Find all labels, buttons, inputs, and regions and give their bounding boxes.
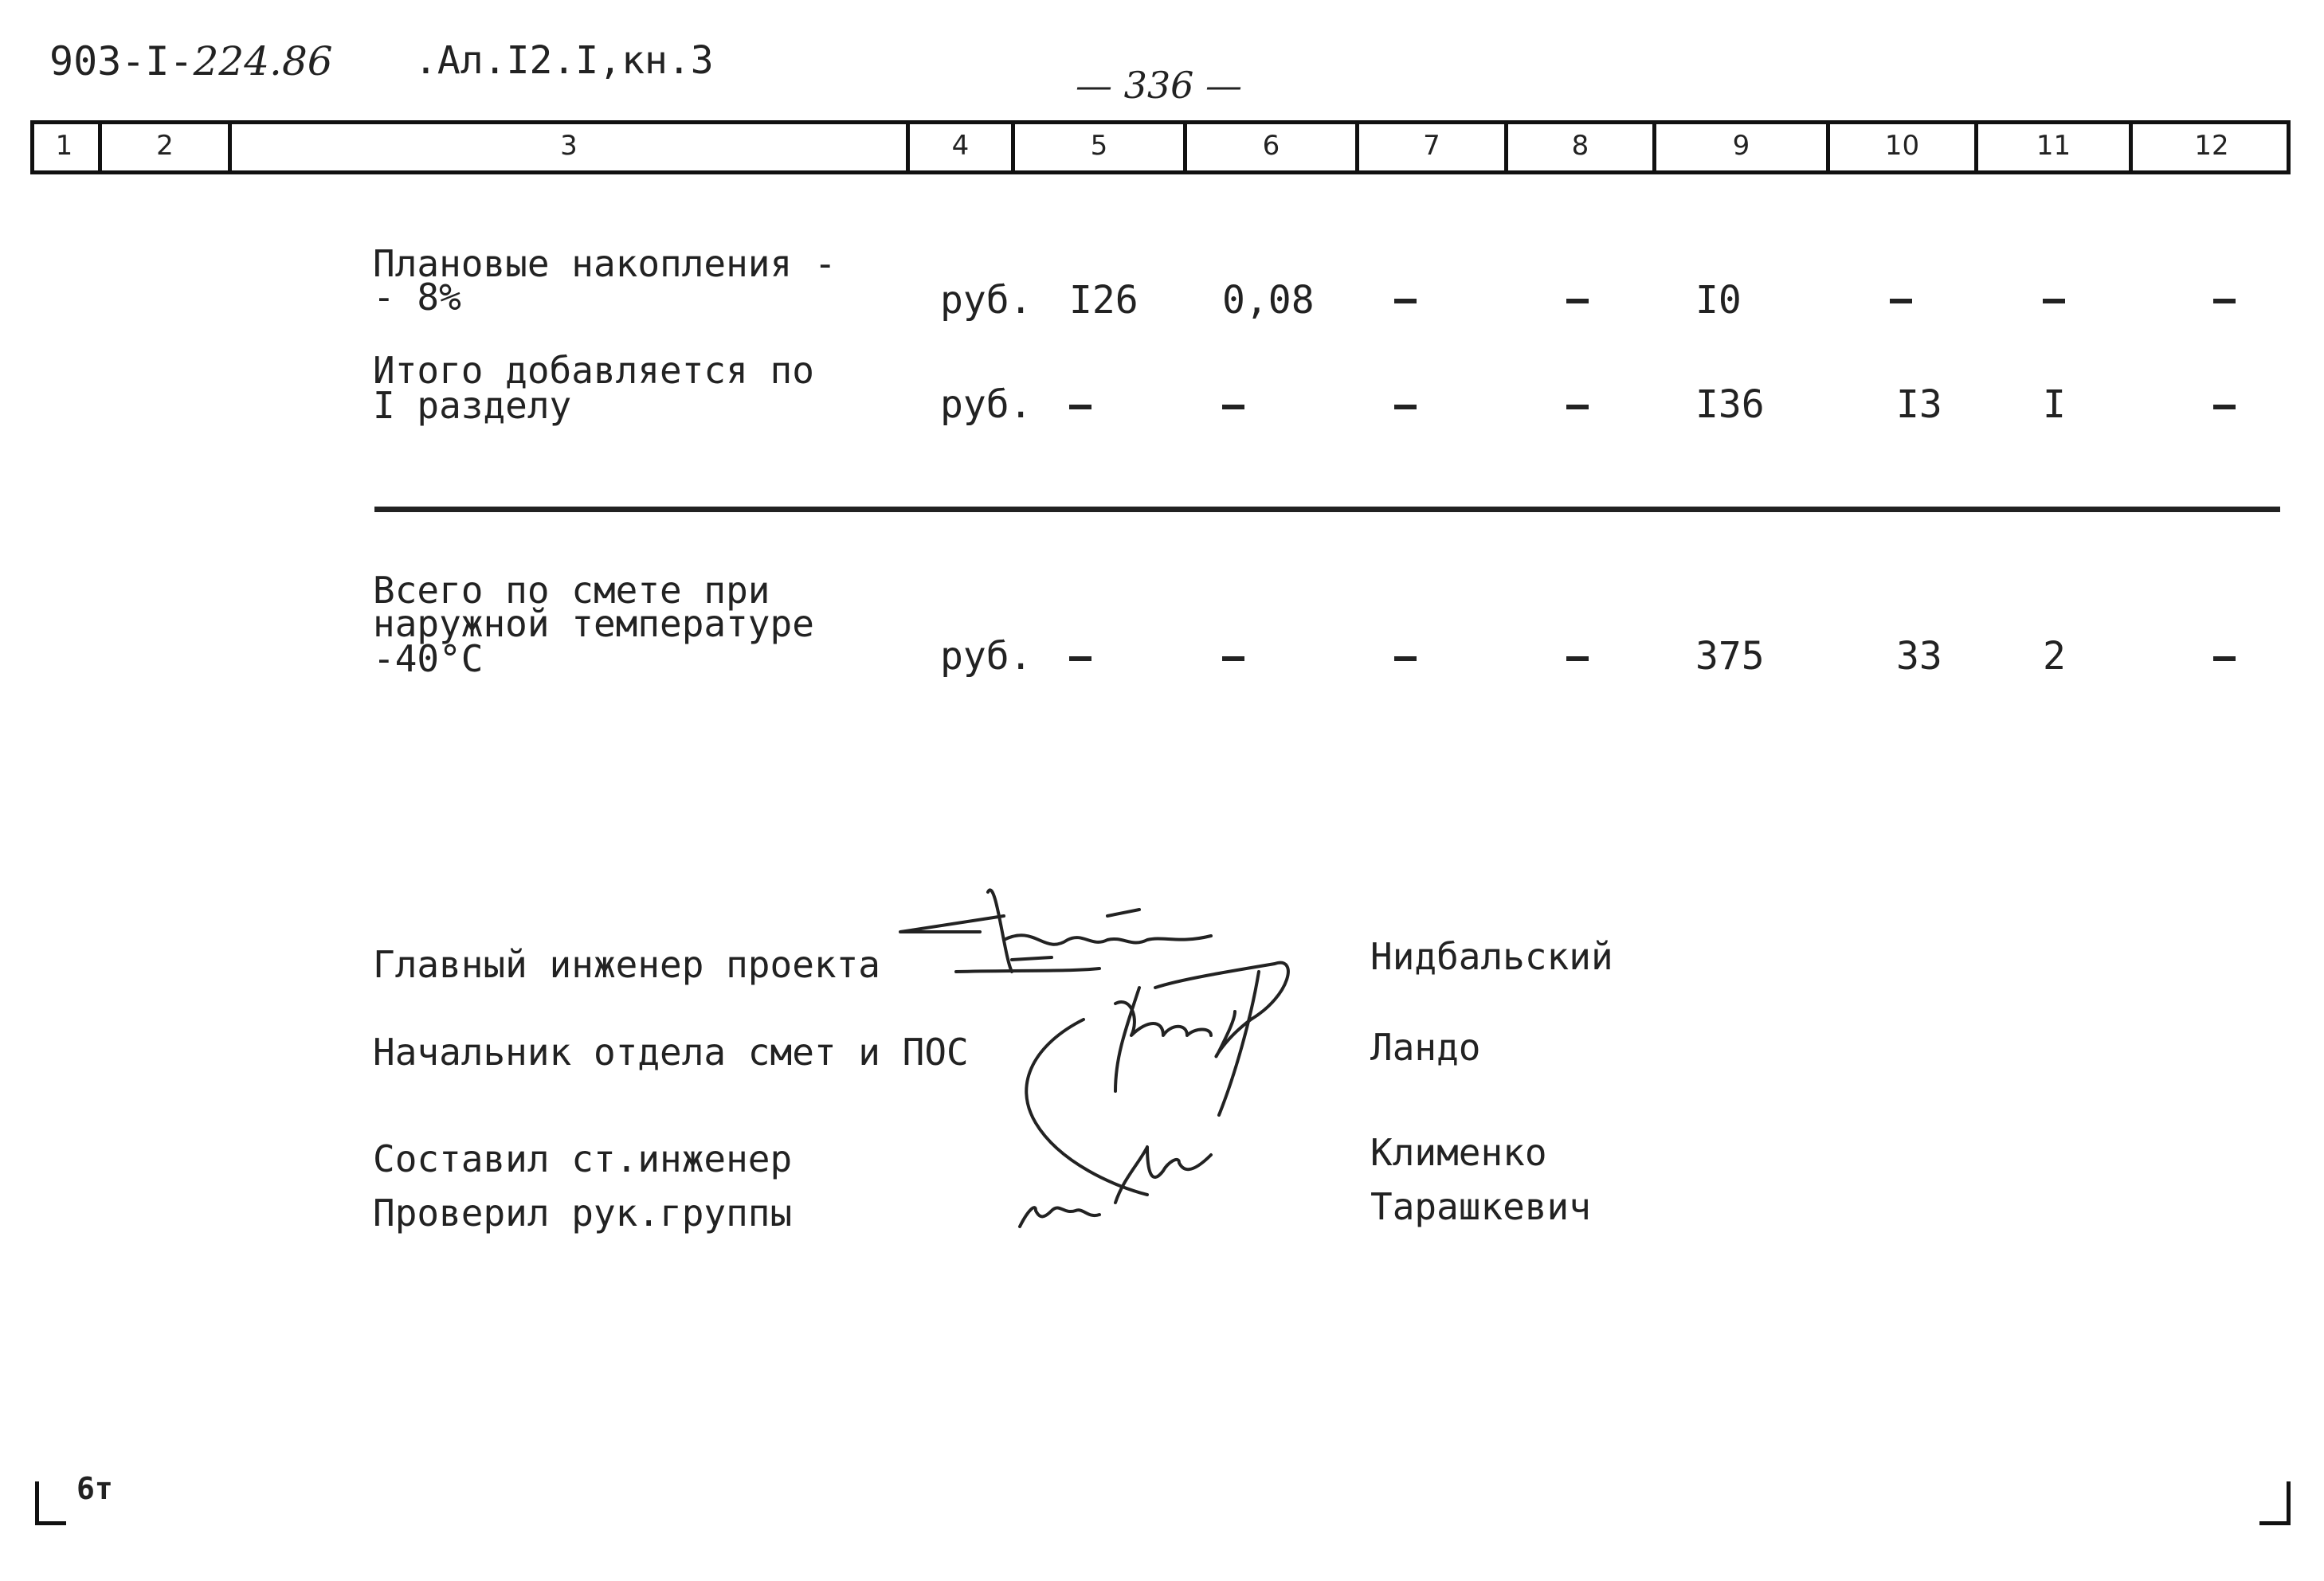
cell-col9: I36 — [1695, 382, 1765, 427]
column-header-3: 3 — [228, 120, 906, 171]
signature-mark-4 — [1020, 1207, 1099, 1227]
column-header-2: 2 — [98, 120, 228, 171]
cell-col12-dash — [2213, 656, 2236, 661]
cell-col12-dash — [2213, 299, 2236, 303]
corner-bracket-right — [2259, 1481, 2291, 1525]
cell-col7-dash — [1394, 656, 1417, 661]
column-header-10: 10 — [1826, 120, 1974, 171]
signature-mark-1 — [900, 916, 1004, 932]
column-header-11: 11 — [1974, 120, 2129, 171]
signature-role: Проверил рук.группы — [373, 1192, 793, 1235]
cell-col9: I0 — [1695, 278, 1742, 323]
cell-col12-dash — [2213, 405, 2236, 409]
cell-col10: I3 — [1896, 382, 1942, 427]
corner-mark: 6т — [76, 1471, 113, 1506]
row-description-line: Всего по смете при — [373, 569, 770, 612]
column-header-6: 6 — [1183, 120, 1355, 171]
cell-col6-dash — [1222, 405, 1244, 409]
album-reference: .Ал.I2.I,кн.3 — [414, 38, 714, 83]
cell-col8-dash — [1566, 299, 1589, 303]
signature-role: Начальник отдела смет и ПОС — [373, 1031, 969, 1074]
signature-name: Клименко — [1370, 1131, 1547, 1174]
cell-col6-dash — [1222, 656, 1244, 661]
column-header-5: 5 — [1011, 120, 1183, 171]
signature-role: Главный инженер проекта — [373, 943, 880, 986]
column-header-8: 8 — [1504, 120, 1652, 171]
cell-col10: 33 — [1896, 634, 1942, 679]
unit-cell: руб. — [940, 382, 1033, 427]
cell-col8-dash — [1566, 656, 1589, 661]
cell-col5-dash — [1069, 656, 1091, 661]
document-code-printed: 903-I- — [49, 38, 194, 84]
handwritten-signatures — [876, 860, 1386, 1258]
cell-col6: 0,08 — [1222, 278, 1315, 323]
row-description-line: I разделу — [373, 384, 572, 427]
row-description-line: Итого добавляется по — [373, 349, 814, 392]
cell-col7-dash — [1394, 299, 1417, 303]
cell-col11-dash — [2043, 299, 2065, 303]
signature-name: Тарашкевич — [1370, 1185, 1591, 1228]
corner-bracket-left — [35, 1481, 66, 1525]
signature-name: Нидбальский — [1370, 935, 1613, 978]
signature-mark-3 — [1115, 1147, 1211, 1203]
cell-col5: I26 — [1069, 278, 1138, 323]
row-description-line: - 8% — [373, 276, 461, 319]
column-header-7: 7 — [1355, 120, 1504, 171]
document-code — [49, 38, 333, 84]
unit-cell: руб. — [940, 634, 1033, 679]
cell-col7-dash — [1394, 405, 1417, 409]
row-description-line: Плановые накопления - — [373, 242, 837, 285]
cell-col11: I — [2043, 382, 2066, 427]
cell-col9: 375 — [1695, 634, 1765, 679]
document-code-handwritten: 224.86 — [193, 38, 333, 84]
row-description-line: наружной температуре — [373, 602, 814, 645]
signature-name: Ландо — [1370, 1026, 1481, 1069]
cell-col11: 2 — [2043, 634, 2066, 679]
unit-cell: руб. — [940, 278, 1033, 323]
cell-col10-dash — [1890, 299, 1912, 303]
column-header-12: 12 — [2129, 120, 2291, 171]
column-header-4: 4 — [906, 120, 1011, 171]
signature-role: Составил ст.инженер — [373, 1137, 793, 1180]
column-header-1: 1 — [55, 130, 73, 162]
page-number: — 336 — — [1076, 64, 1243, 107]
total-separator-line — [374, 507, 2280, 512]
signature-mark-2 — [1155, 963, 1288, 1057]
cell-col5-dash — [1069, 405, 1091, 409]
row-description-line: -40°С — [373, 637, 484, 680]
column-header-9: 9 — [1652, 120, 1826, 171]
cell-col8-dash — [1566, 405, 1589, 409]
